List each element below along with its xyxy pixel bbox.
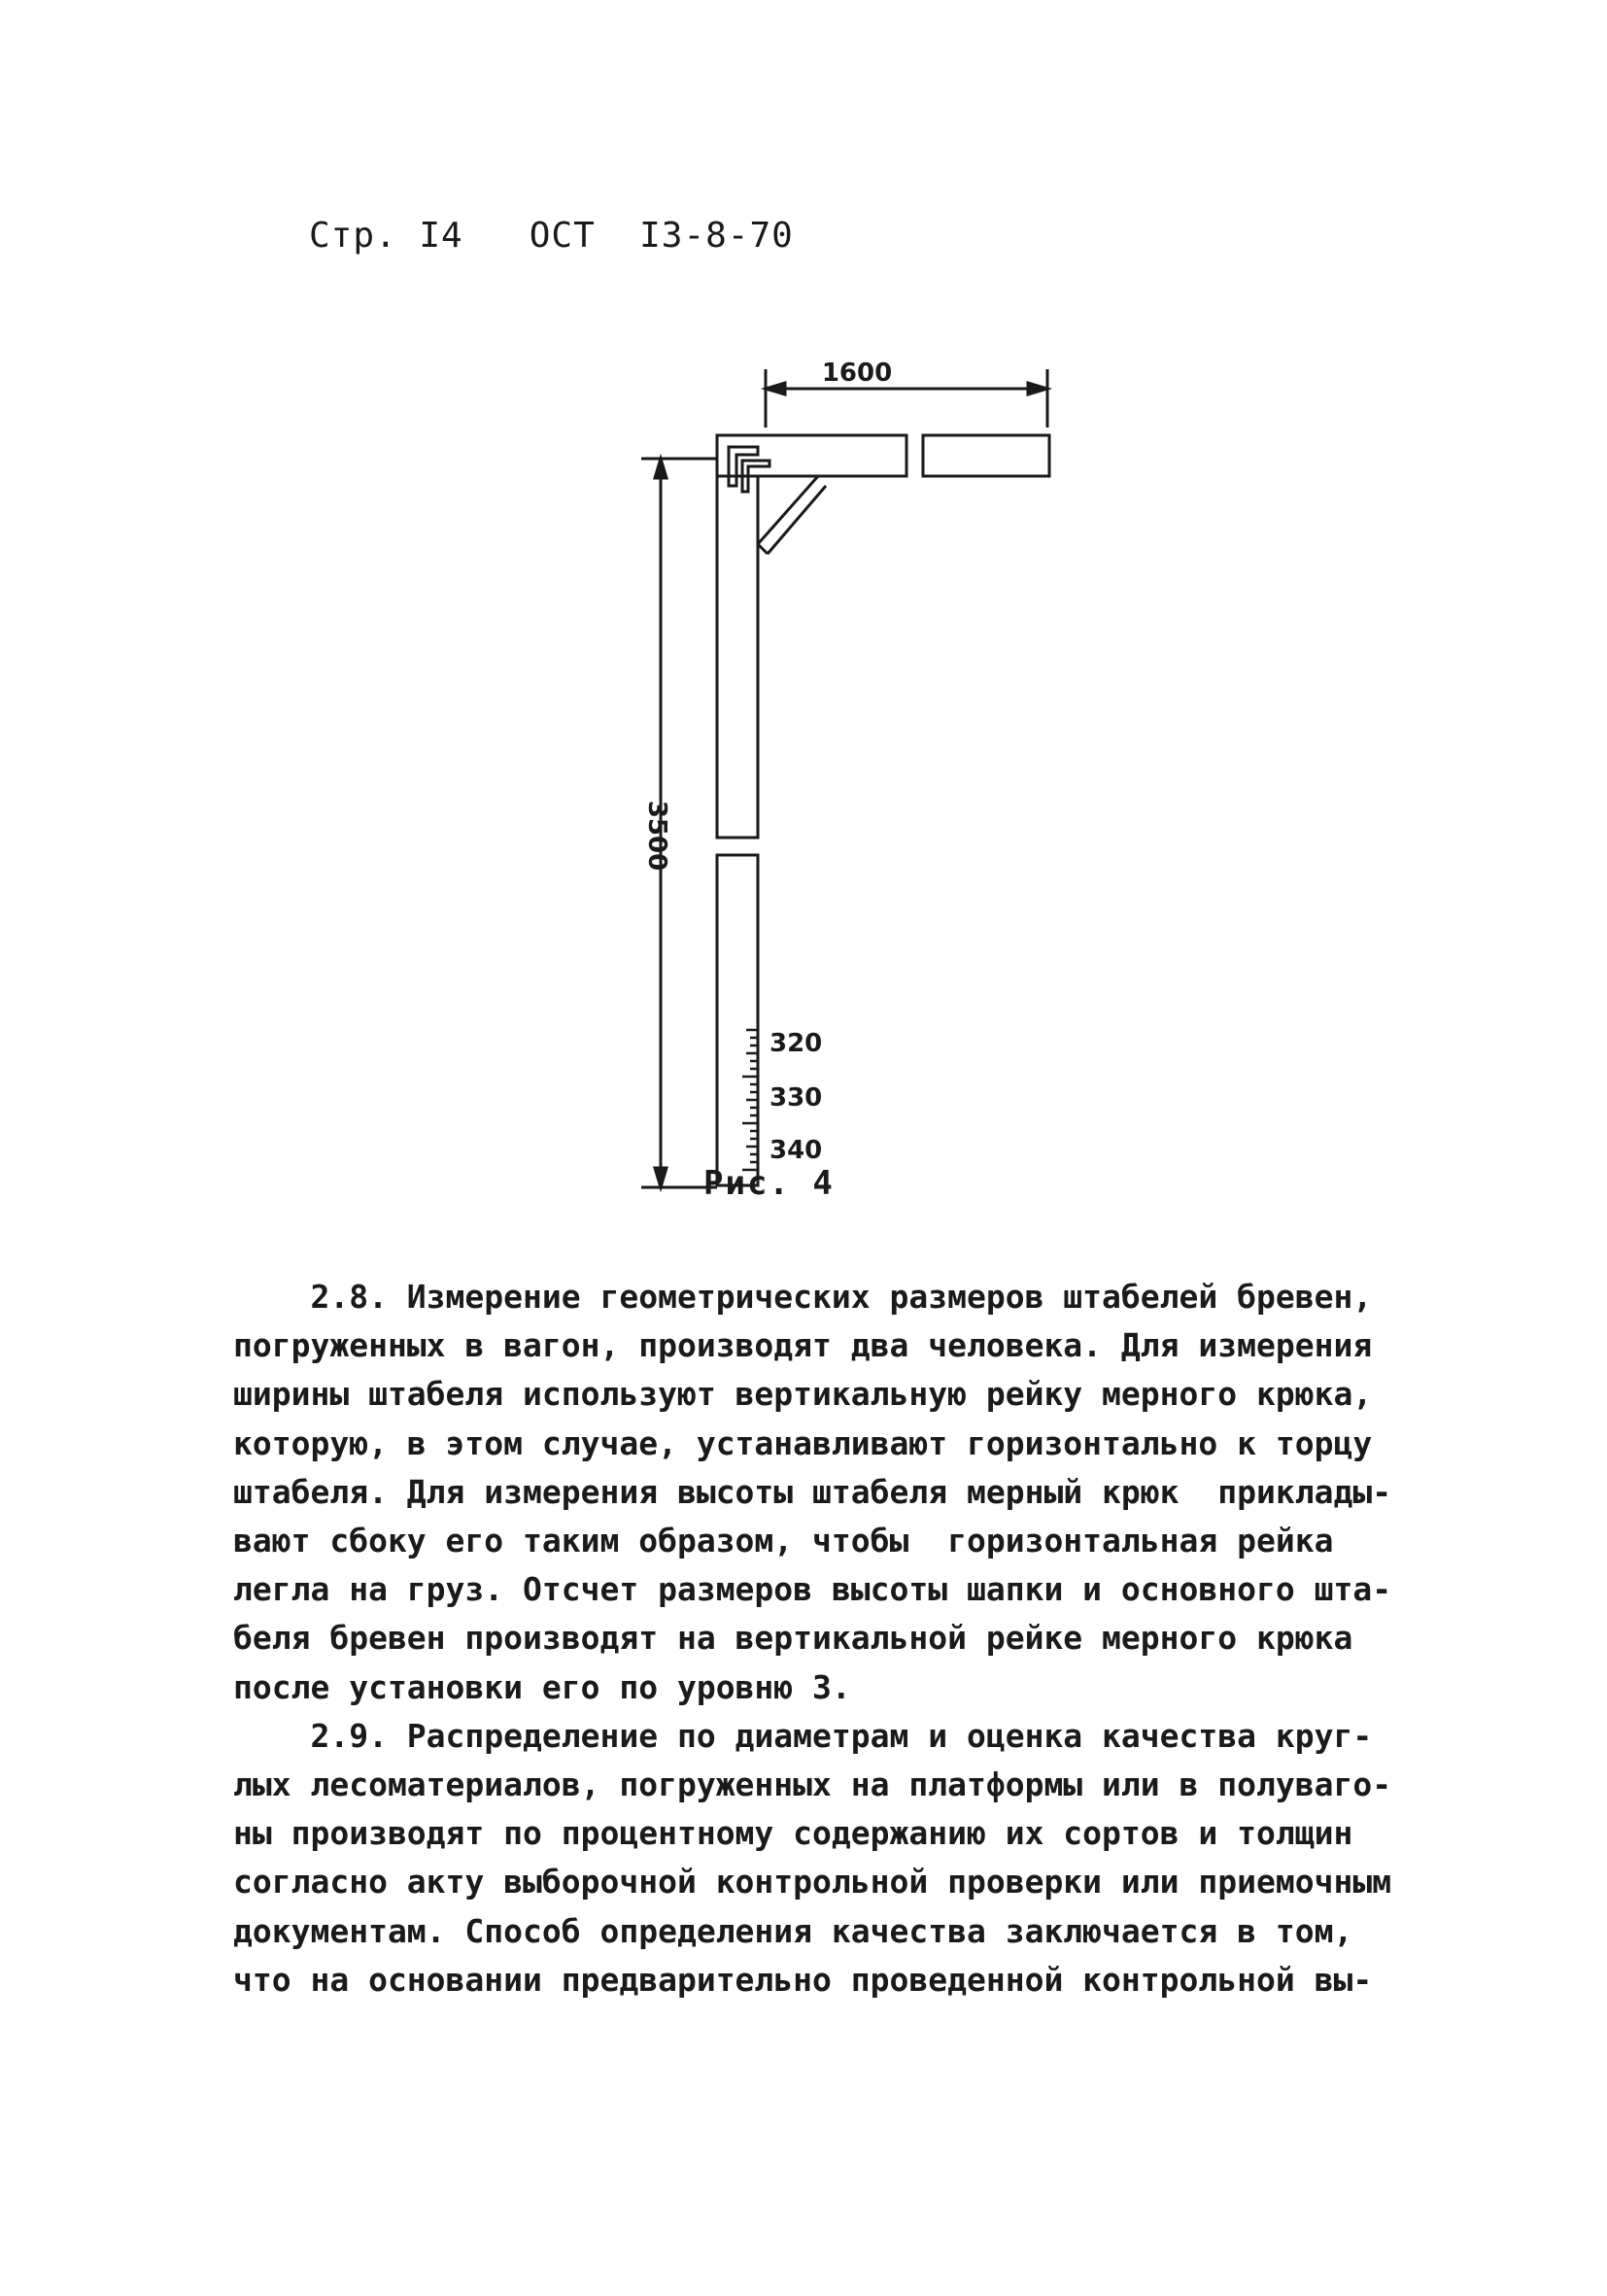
- scale-label-330: 330: [769, 1083, 823, 1113]
- text-line: погруженных в вагон, производят два человека. Для измерения: [233, 1326, 1373, 1365]
- measuring-hook-drawing: [602, 350, 1069, 1205]
- dim-top-arrow-right: [1028, 383, 1047, 394]
- text-line: документам. Способ определения качества заключается в том,: [233, 1911, 1353, 1950]
- dim-left-arrow-top: [655, 459, 667, 478]
- scale-label-320: 320: [769, 1029, 823, 1058]
- dim-top-arrow-left: [766, 383, 785, 394]
- text-line: которую, в этом случае, устанавливают горизонтально к торцу: [233, 1423, 1373, 1462]
- vertical-rail-upper: [717, 476, 758, 838]
- brace-outer: [758, 476, 818, 544]
- dim-top-label: 1600: [821, 359, 893, 388]
- measuring-hook-figure: [602, 350, 1069, 1205]
- figure-caption: Рис. 4: [703, 1164, 835, 1203]
- text-line: беля бревен производят на вертикальной рейке мерного крюка: [233, 1619, 1353, 1658]
- text-line: штабеля. Для измерения высоты штабеля мерный крюк приклады-: [233, 1472, 1392, 1511]
- scale-label-340: 340: [769, 1136, 823, 1165]
- text-line: согласно акту выборочной контрольной проверки или приемочным: [233, 1863, 1392, 1902]
- vertical-rail-lower: [717, 855, 758, 1185]
- text-line: легла на груз. Отсчет размеров высоты шапки и основного шта-: [233, 1570, 1392, 1609]
- text-line: 2.9. Распределение по диаметрам и оценка качества круг-: [233, 1716, 1373, 1755]
- scale-ticks: [742, 1030, 758, 1170]
- dim-left-label: 3500: [642, 800, 671, 872]
- horizontal-rail-right: [923, 435, 1049, 476]
- text-line: 2.8. Измерение геометрических размеров штабелей бревен,: [233, 1278, 1373, 1316]
- brace-inner: [768, 486, 826, 554]
- text-line: после установки его по уровню 3.: [233, 1667, 851, 1706]
- text-line: ширины штабеля используют вертикальную рейку мерного крюка,: [233, 1375, 1373, 1414]
- page-header: Стр. I4 ОСТ I3-8-70: [309, 216, 794, 256]
- text-line: лых лесоматериалов, погруженных на платформы или в полуваго-: [233, 1765, 1392, 1804]
- body-text: [233, 1273, 1409, 2005]
- dim-left-arrow-bottom: [655, 1168, 667, 1187]
- text-line: вают сбоку его таким образом, чтобы горизонтальная рейка: [233, 1522, 1334, 1560]
- text-line: что на основании предварительно проведенной контрольной вы-: [233, 1960, 1373, 1999]
- text-line: ны производят по процентному содержанию их сортов и толщин: [233, 1814, 1353, 1853]
